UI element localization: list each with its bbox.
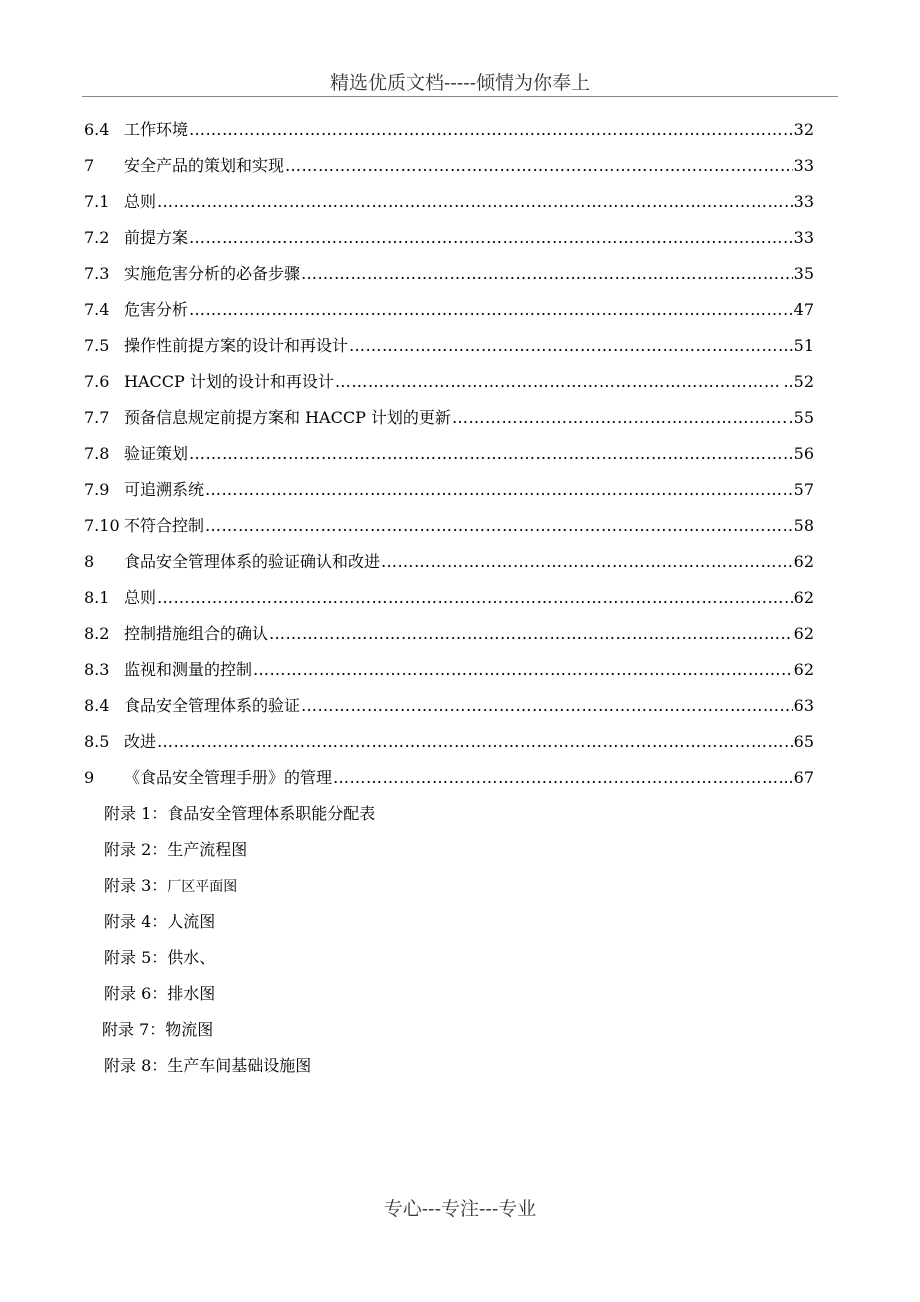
appendix-title: 物流图 bbox=[165, 1020, 214, 1039]
toc-page-number: 35 bbox=[793, 264, 814, 283]
toc-number: 6.4 bbox=[84, 120, 110, 139]
toc-number: 7 bbox=[84, 156, 95, 175]
toc-number: 7.8 bbox=[84, 444, 110, 463]
toc-dot-leader bbox=[157, 184, 793, 220]
toc-dot-leader bbox=[205, 508, 793, 544]
toc-title: 实施危害分析的必备步骤 bbox=[124, 264, 301, 283]
toc-dot-leader bbox=[189, 220, 793, 256]
toc-entry bbox=[84, 400, 814, 436]
toc-number: 7.5 bbox=[84, 336, 110, 355]
toc-page-number: 33 bbox=[793, 192, 814, 211]
appendix-label: 附录 2： bbox=[104, 840, 168, 859]
toc-entry bbox=[84, 220, 814, 256]
toc-dot-leader bbox=[285, 148, 793, 184]
page-footer: 专心---专注---专业 bbox=[383, 1198, 537, 1220]
toc-page-number: ..67 bbox=[783, 768, 814, 787]
toc-dot-leader bbox=[189, 112, 793, 148]
toc-title: HACCP 计划的设计和再设计 bbox=[124, 372, 334, 391]
toc-page-number: 57 bbox=[793, 480, 814, 499]
toc-title: 食品安全管理体系的验证确认和改进 bbox=[124, 552, 381, 571]
appendix-entry bbox=[84, 1048, 814, 1084]
toc-entry bbox=[84, 256, 814, 292]
appendix-title: 厂区平面图 bbox=[167, 879, 238, 895]
toc-number: 7.3 bbox=[84, 264, 110, 283]
page-header: 精选优质文档-----倾情为你奉上 bbox=[329, 72, 591, 94]
toc-dot-leader bbox=[189, 292, 793, 328]
appendix-entry bbox=[84, 832, 814, 868]
toc-entry bbox=[84, 436, 814, 472]
toc-entry bbox=[84, 616, 814, 652]
toc-entry bbox=[84, 724, 814, 760]
toc-entry bbox=[84, 580, 814, 616]
appendix-title: 生产流程图 bbox=[167, 840, 248, 859]
toc-page-number: 47 bbox=[793, 300, 814, 319]
appendix-entry bbox=[84, 1012, 814, 1048]
toc-page-number: 33 bbox=[793, 156, 814, 175]
toc-number: 8 bbox=[84, 552, 95, 571]
toc-page-number: ..52 bbox=[783, 372, 814, 391]
appendix-label: 附录 4： bbox=[104, 912, 168, 931]
toc-page-number: 63 bbox=[793, 696, 814, 715]
toc-title: 安全产品的策划和实现 bbox=[124, 156, 285, 175]
toc-page-number: 58 bbox=[793, 516, 814, 535]
toc-page-number: 33 bbox=[793, 228, 814, 247]
toc-dot-leader bbox=[253, 652, 793, 688]
toc-dot-leader bbox=[157, 724, 793, 760]
appendix-title: 供水、 bbox=[167, 948, 216, 967]
appendix-label: 附录 7： bbox=[102, 1020, 166, 1039]
toc-title: 改进 bbox=[124, 732, 157, 751]
toc-number: 7.6 bbox=[84, 372, 110, 391]
appendix-title: 食品安全管理体系职能分配表 bbox=[167, 804, 376, 823]
toc-entry bbox=[84, 688, 814, 724]
toc-number: 8.5 bbox=[84, 732, 110, 751]
toc-dot-leader bbox=[269, 616, 793, 652]
appendix-title: 排水图 bbox=[167, 984, 216, 1003]
appendix-entry bbox=[84, 796, 814, 832]
toc-title: 操作性前提方案的设计和再设计 bbox=[124, 336, 349, 355]
toc-entry bbox=[84, 760, 814, 796]
toc-dot-leader bbox=[205, 472, 793, 508]
appendix-entry bbox=[84, 868, 814, 904]
toc-dot-leader bbox=[333, 760, 782, 796]
toc-title: 预备信息规定前提方案和 HACCP 计划的更新 bbox=[124, 408, 451, 427]
toc-title: 验证策划 bbox=[124, 444, 189, 463]
toc-page-number: 62 bbox=[793, 660, 814, 679]
toc-dot-leader bbox=[452, 400, 788, 436]
toc-entry bbox=[84, 364, 814, 400]
toc-dot-leader bbox=[349, 328, 793, 364]
toc-entry bbox=[84, 472, 814, 508]
toc-title: 前提方案 bbox=[124, 228, 189, 247]
appendix-label: 附录 5： bbox=[104, 948, 168, 967]
appendix-entry bbox=[84, 940, 814, 976]
appendix-entry bbox=[84, 976, 814, 1012]
toc-page-number: 62 bbox=[793, 552, 814, 571]
appendix-label: 附录 1： bbox=[104, 804, 168, 823]
toc-number: 7.7 bbox=[84, 408, 110, 427]
toc-title: 《食品安全管理手册》的管理 bbox=[124, 768, 333, 787]
appendix-title: 生产车间基础设施图 bbox=[167, 1056, 312, 1075]
toc-number: 8.1 bbox=[84, 588, 110, 607]
toc-title: 食品安全管理体系的验证 bbox=[124, 696, 301, 715]
appendix-label: 附录 8： bbox=[104, 1056, 168, 1075]
toc-number: 7.10 bbox=[84, 516, 120, 535]
toc-entry bbox=[84, 508, 814, 544]
toc-dot-leader bbox=[301, 688, 793, 724]
header-divider bbox=[82, 96, 838, 97]
toc-page-number: 32 bbox=[793, 120, 814, 139]
toc-page-number: 62 bbox=[793, 624, 814, 643]
toc-number: 8.4 bbox=[84, 696, 110, 715]
toc-dot-leader bbox=[335, 364, 783, 400]
table-of-contents bbox=[84, 112, 814, 1084]
appendix-title: 人流图 bbox=[167, 912, 216, 931]
toc-number: 7.4 bbox=[84, 300, 110, 319]
appendix-entry bbox=[84, 904, 814, 940]
toc-dot-leader bbox=[381, 544, 793, 580]
toc-entry bbox=[84, 184, 814, 220]
toc-entry bbox=[84, 652, 814, 688]
toc-entry bbox=[84, 328, 814, 364]
toc-number: 7.1 bbox=[84, 192, 110, 211]
toc-title: 监视和测量的控制 bbox=[124, 660, 253, 679]
toc-page-number: 65 bbox=[793, 732, 814, 751]
toc-entry bbox=[84, 544, 814, 580]
toc-title: 总则 bbox=[124, 192, 157, 211]
toc-page-number: .55 bbox=[788, 408, 814, 427]
toc-title: 可追溯系统 bbox=[124, 480, 205, 499]
toc-number: 8.3 bbox=[84, 660, 110, 679]
toc-entry bbox=[84, 148, 814, 184]
toc-title: 控制措施组合的确认 bbox=[124, 624, 269, 643]
toc-dot-leader bbox=[301, 256, 793, 292]
toc-page-number: 51 bbox=[793, 336, 814, 355]
toc-title: 工作环境 bbox=[124, 120, 189, 139]
toc-number: 7.2 bbox=[84, 228, 110, 247]
toc-number: 9 bbox=[84, 768, 95, 787]
toc-title: 危害分析 bbox=[124, 300, 189, 319]
toc-dot-leader bbox=[157, 580, 793, 616]
toc-dot-leader bbox=[189, 436, 793, 472]
toc-title: 总则 bbox=[124, 588, 157, 607]
toc-number: 8.2 bbox=[84, 624, 110, 643]
toc-title: 不符合控制 bbox=[124, 516, 205, 535]
toc-entry bbox=[84, 292, 814, 328]
toc-number: 7.9 bbox=[84, 480, 110, 499]
toc-page-number: 62 bbox=[793, 588, 814, 607]
appendix-label: 附录 6： bbox=[104, 984, 168, 1003]
toc-entry bbox=[84, 112, 814, 148]
appendix-label: 附录 3： bbox=[104, 876, 168, 895]
toc-page-number: 56 bbox=[793, 444, 814, 463]
